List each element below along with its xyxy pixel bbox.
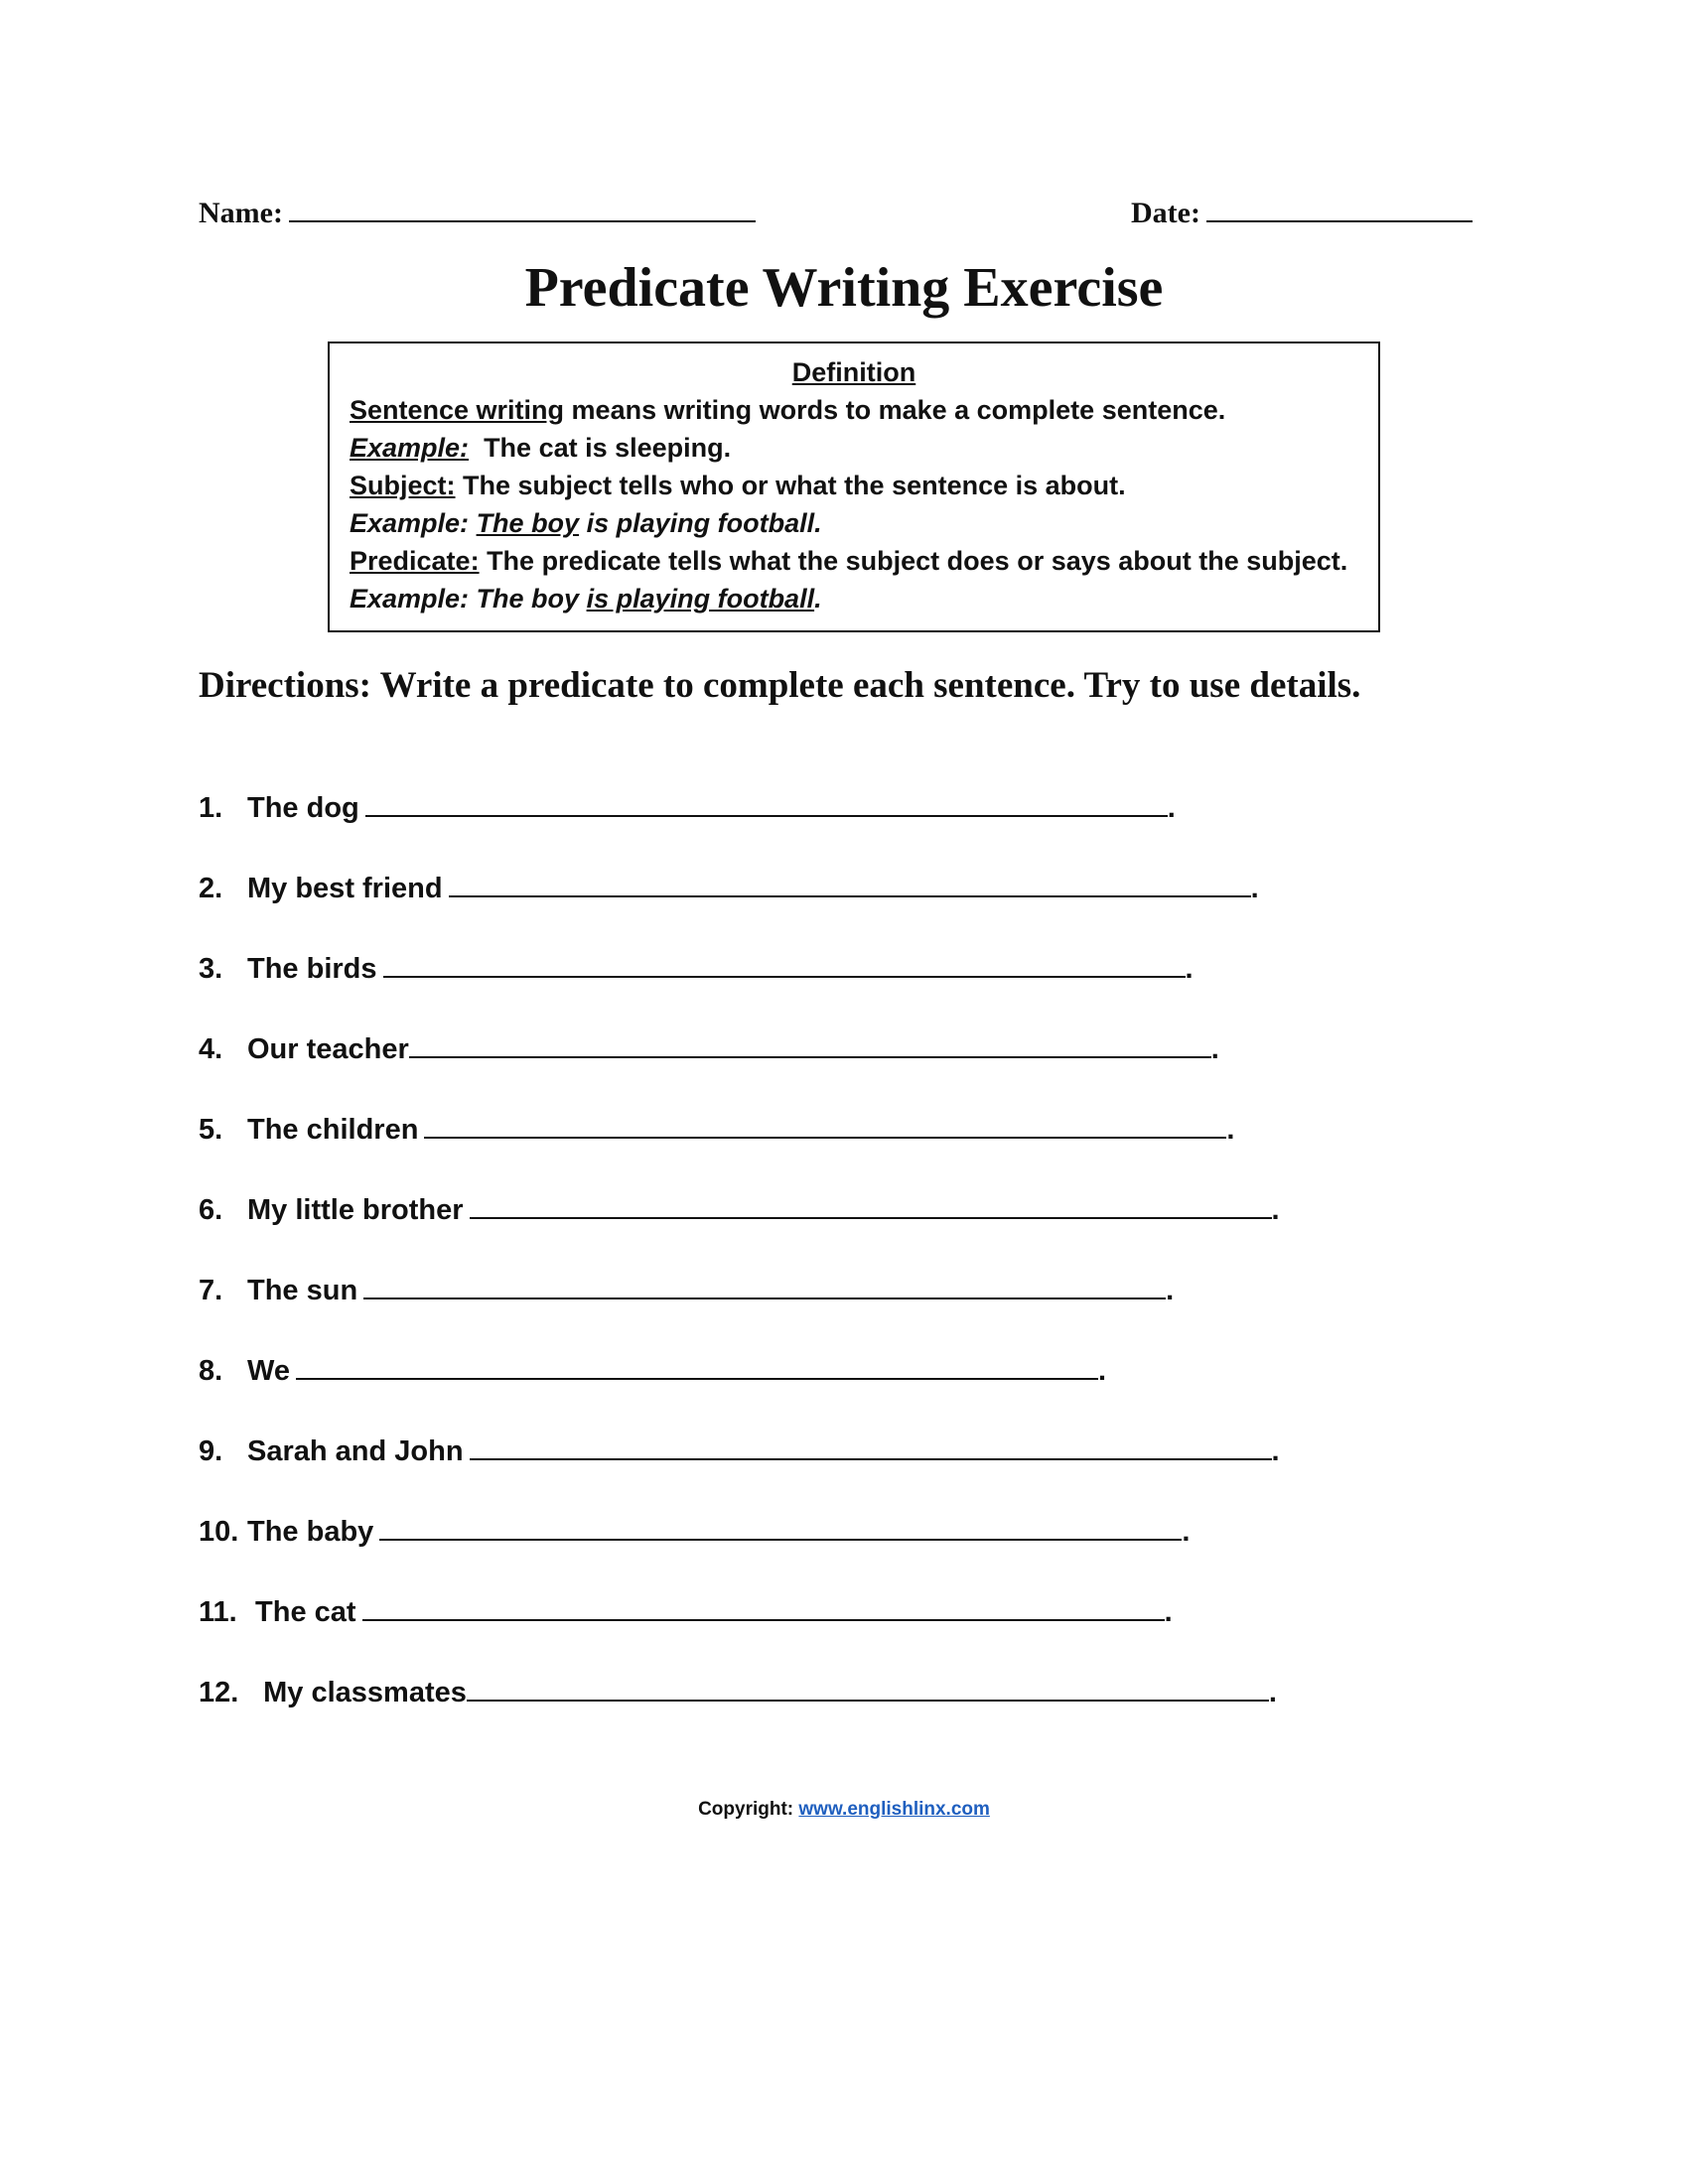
list-item	[199, 1352, 1489, 1433]
footer-copyright	[0, 1799, 1688, 1821]
answer-blank-line[interactable]	[365, 789, 1168, 817]
list-item	[199, 1272, 1489, 1352]
term-predicate: Predicate:	[350, 546, 480, 576]
name-field	[199, 197, 756, 230]
example-label: Example:	[350, 433, 470, 463]
item-period: .	[1182, 1516, 1191, 1548]
item-period: .	[1271, 1435, 1280, 1467]
item-number: 11.	[199, 1596, 237, 1628]
item-period: .	[1097, 1355, 1107, 1387]
item-subject: My classmates	[247, 1677, 467, 1708]
example-prefix: Example:	[350, 508, 477, 538]
example-text: .	[814, 584, 822, 614]
definition-line-example-2	[350, 504, 1358, 542]
item-subject: The dog	[247, 792, 359, 824]
item-subject: The cat	[247, 1596, 356, 1628]
directions: Directions: Write a predicate to complete each sentence. Try to use details.	[199, 665, 1361, 706]
answer-blank-line[interactable]	[449, 870, 1251, 897]
list-item	[199, 1111, 1489, 1191]
copyright-link[interactable]: www.englishlinx.com	[798, 1799, 990, 1820]
definition-line-example-3	[350, 580, 1358, 617]
header-row	[199, 197, 1479, 236]
answer-blank-line[interactable]	[470, 1433, 1272, 1460]
term-subject: Subject:	[350, 471, 456, 500]
item-period: .	[1250, 873, 1259, 904]
definition-text: means writing words to make a complete sentence.	[564, 395, 1226, 425]
item-number: 3.	[199, 953, 223, 985]
list-item	[199, 1191, 1489, 1272]
definition-text: The subject tells who or what the sentence is about.	[455, 471, 1126, 500]
list-item	[199, 1674, 1489, 1754]
definition-box	[328, 341, 1380, 632]
answer-blank-line[interactable]	[296, 1352, 1098, 1380]
definition-line-predicate	[350, 542, 1358, 580]
list-item	[199, 1433, 1489, 1513]
example-subject-underlined: The boy	[476, 508, 580, 538]
answer-blank-line[interactable]	[470, 1191, 1272, 1219]
item-number: 6.	[199, 1194, 223, 1226]
definition-line-sentence	[350, 391, 1358, 429]
page-title: Predicate Writing Exercise	[524, 257, 1164, 319]
date-field	[1131, 197, 1473, 230]
answer-blank-line[interactable]	[379, 1513, 1182, 1541]
item-subject: Sarah and John	[247, 1435, 464, 1467]
answer-blank-line[interactable]	[362, 1593, 1165, 1621]
item-number: 12.	[199, 1677, 239, 1708]
item-number: 2.	[199, 873, 223, 904]
example-predicate-underlined: is playing football	[586, 584, 815, 614]
item-subject: We	[247, 1355, 290, 1387]
name-label: Name:	[199, 197, 283, 229]
answer-blank-line[interactable]	[467, 1674, 1269, 1702]
item-period: .	[1167, 792, 1176, 824]
item-number: 8.	[199, 1355, 223, 1387]
item-subject: Our teacher	[247, 1033, 409, 1065]
item-subject: The birds	[247, 953, 377, 985]
answer-blank-line[interactable]	[424, 1111, 1226, 1139]
term-sentence-writing: Sentence writing	[350, 395, 565, 425]
item-number: 1.	[199, 792, 223, 824]
example-text: The cat is sleeping.	[469, 433, 732, 463]
answer-blank-line[interactable]	[383, 950, 1186, 978]
answer-blank-line[interactable]	[363, 1272, 1166, 1299]
item-period: .	[1268, 1677, 1277, 1708]
item-subject: The sun	[247, 1275, 358, 1306]
item-number: 5.	[199, 1114, 223, 1146]
list-item	[199, 1030, 1489, 1111]
item-subject: The children	[247, 1114, 419, 1146]
list-item	[199, 870, 1489, 950]
item-subject: My little brother	[247, 1194, 464, 1226]
sentence-list	[199, 789, 1489, 1754]
list-item	[199, 789, 1489, 870]
definition-line-subject	[350, 467, 1358, 504]
definition-line-example-1	[350, 429, 1358, 467]
date-blank-line[interactable]	[1206, 197, 1473, 222]
item-period: .	[1164, 1596, 1173, 1628]
item-subject: My best friend	[247, 873, 443, 904]
item-number: 10.	[199, 1516, 239, 1548]
item-period: .	[1271, 1194, 1280, 1226]
item-subject: The baby	[247, 1516, 374, 1548]
list-item	[199, 950, 1489, 1030]
date-label: Date:	[1131, 197, 1200, 229]
example-text: is playing football.	[579, 508, 822, 538]
item-number: 7.	[199, 1275, 223, 1306]
list-item	[199, 1513, 1489, 1593]
item-period: .	[1185, 953, 1194, 985]
item-period: .	[1210, 1033, 1219, 1065]
item-period: .	[1226, 1114, 1235, 1146]
definition-text: The predicate tells what the subject does or says about the subject.	[479, 546, 1348, 576]
copyright-label: Copyright:	[698, 1799, 799, 1820]
list-item	[199, 1593, 1489, 1674]
item-number: 4.	[199, 1033, 223, 1065]
item-period: .	[1166, 1275, 1175, 1306]
name-blank-line[interactable]	[289, 197, 756, 222]
example-prefix: Example: The boy	[350, 584, 587, 614]
item-number: 9.	[199, 1435, 223, 1467]
definition-heading: Definition	[791, 357, 916, 387]
answer-blank-line[interactable]	[409, 1030, 1211, 1058]
